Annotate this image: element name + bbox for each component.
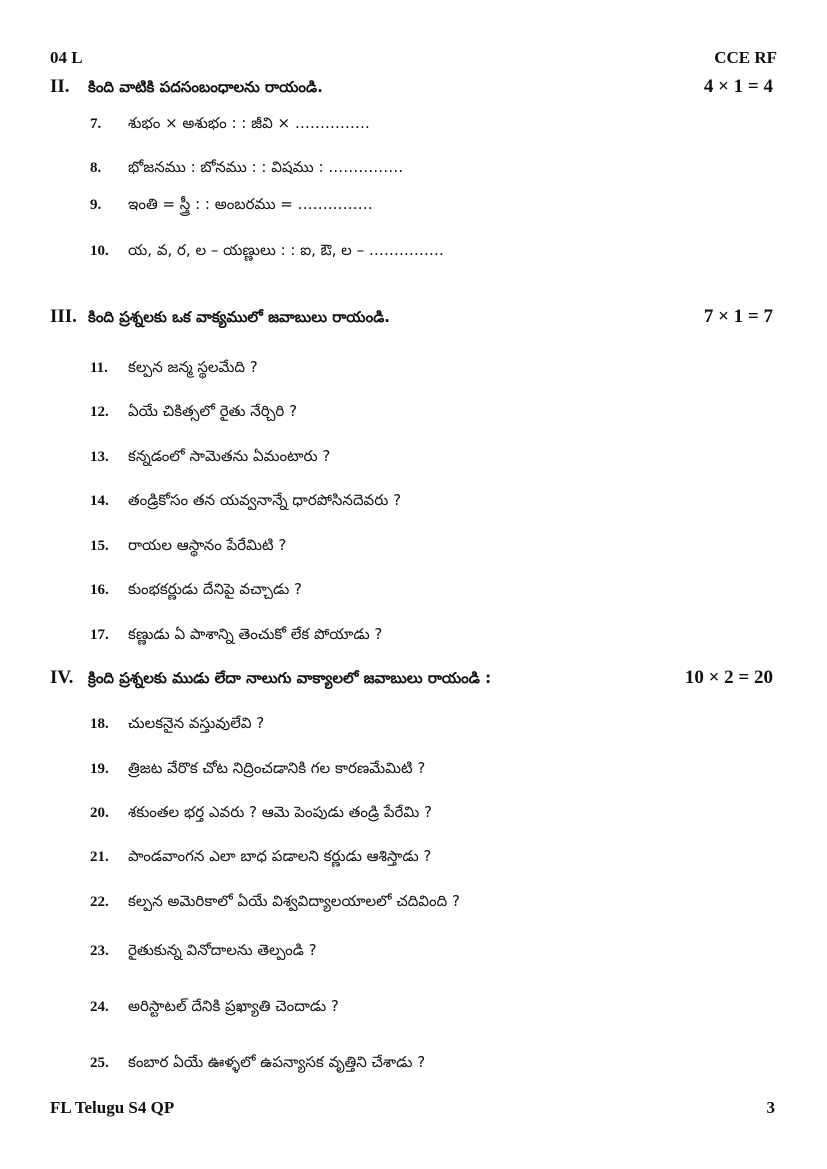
section-numeral: IV. bbox=[50, 667, 74, 688]
question-text: ఏయే చికిత్సలో రైతు నేర్చిరి ? bbox=[128, 402, 298, 420]
question bbox=[90, 114, 370, 136]
question bbox=[90, 195, 373, 217]
question-text: చులకనైన వస్తువులేవి ? bbox=[128, 714, 265, 732]
question bbox=[90, 580, 302, 602]
paper-code: 04 L bbox=[50, 48, 83, 67]
question-number: 18. bbox=[90, 716, 109, 732]
question-text: కంబార ఏయే ఊళ్ళలో ఉపన్యాసక వృత్తిని చేశాడు ? bbox=[128, 1053, 426, 1071]
question-number: 20. bbox=[90, 805, 109, 821]
question-text: అరిస్టాటల్ దేనికి ప్రఖ్యాతి చెందాడు ? bbox=[128, 997, 339, 1015]
question bbox=[90, 892, 460, 914]
question bbox=[90, 714, 264, 736]
question-number: 24. bbox=[90, 999, 109, 1015]
question-number: 25. bbox=[90, 1055, 109, 1071]
question bbox=[90, 625, 382, 647]
question-text: పాండవాంగన ఎలా బాధ పడాలని కర్ణుడు ఆశిస్తాడు ? bbox=[128, 847, 432, 865]
section-marks: 7 × 1 = 7 bbox=[703, 306, 773, 327]
question bbox=[90, 1053, 425, 1075]
question bbox=[90, 803, 432, 825]
question bbox=[90, 941, 317, 963]
question-text: ఇంతి = స్త్రీ : : అంబరము = …………… bbox=[128, 195, 373, 213]
question-number: 15. bbox=[90, 538, 109, 554]
question bbox=[90, 358, 258, 380]
question bbox=[90, 491, 401, 513]
section-marks: 4 × 1 = 4 bbox=[703, 76, 773, 97]
footer-paper-label: FL Telugu S4 QP bbox=[50, 1098, 175, 1117]
question bbox=[90, 241, 444, 263]
question-text: శుభం × అశుభం : : జీవి × …………… bbox=[128, 114, 370, 132]
question-number: 19. bbox=[90, 761, 109, 777]
question-number: 13. bbox=[90, 449, 109, 465]
question bbox=[90, 759, 425, 781]
question-number: 23. bbox=[90, 943, 109, 959]
question-text: తండ్రికోసం తన యవ్వనాన్నే ధారపోసినదెవరు ? bbox=[128, 491, 402, 509]
question-number: 10. bbox=[90, 243, 109, 259]
series-code: CCE RF bbox=[714, 48, 777, 67]
section-numeral: III. bbox=[50, 306, 77, 327]
question-number: 8. bbox=[90, 160, 102, 176]
question-number: 17. bbox=[90, 627, 109, 643]
question-number: 14. bbox=[90, 493, 109, 509]
question-number: 9. bbox=[90, 197, 102, 213]
question-text: కల్పన అమెరికాలో ఏయే విశ్వవిద్యాలయాలలో చదివింది ? bbox=[128, 892, 460, 910]
question-text: కల్పన జన్మ స్థలమేది ? bbox=[128, 358, 258, 376]
question bbox=[90, 847, 431, 869]
question-text: య, వ, ర, ల – యణ్ణులు : : ఐ, ఔ, ల – …………… bbox=[128, 241, 444, 259]
question-number: 7. bbox=[90, 116, 102, 132]
section-marks: 10 × 2 = 20 bbox=[684, 667, 773, 688]
question-number: 21. bbox=[90, 849, 109, 865]
question-text: కణ్ణుడు ఏ పాశాన్ని తెంచుకో లేక పోయాడు ? bbox=[128, 625, 383, 643]
question-text: రైతుకున్న వినోదాలను తెల్పండి ? bbox=[128, 941, 317, 959]
section-instruction: కింది ప్రశ్నలకు ఒక వాక్యములో జవాబులు రాయండి. bbox=[88, 308, 391, 326]
question bbox=[90, 447, 330, 469]
question-text: భోజనము : బోనము : : విషము : …………… bbox=[128, 158, 404, 176]
question bbox=[90, 536, 286, 558]
question-text: శకుంతల భర్త ఎవరు ? ఆమె పెంపుడు తండ్రి పేరేమి ? bbox=[128, 803, 432, 821]
section-instruction: కింది వాటికి పదసంబంధాలను రాయండి. bbox=[88, 78, 323, 96]
question-text: రాయల ఆస్థానం పేరేమిటి ? bbox=[128, 536, 287, 554]
question bbox=[90, 158, 403, 180]
question-number: 12. bbox=[90, 404, 109, 420]
question-number: 16. bbox=[90, 582, 109, 598]
section-numeral: II. bbox=[50, 76, 70, 97]
question bbox=[90, 997, 339, 1019]
question-text: కన్నడంలో సామెతను ఏమంటారు ? bbox=[128, 447, 331, 465]
question-text: కుంభకర్ణుడు దేనిపై వచ్చాడు ? bbox=[128, 580, 303, 598]
section-instruction: క్రింది ప్రశ్నలకు ముడు లేదా నాలుగు వాక్యాలలో జవాబులు రాయండి : bbox=[88, 669, 492, 687]
question-number: 11. bbox=[90, 360, 108, 376]
question-number: 22. bbox=[90, 894, 109, 910]
question-text: త్రిజట వేరొక చోట నిద్రించడానికి గల కారణమేమిటి ? bbox=[128, 759, 426, 777]
question bbox=[90, 402, 297, 424]
page-number: 3 bbox=[766, 1098, 775, 1117]
